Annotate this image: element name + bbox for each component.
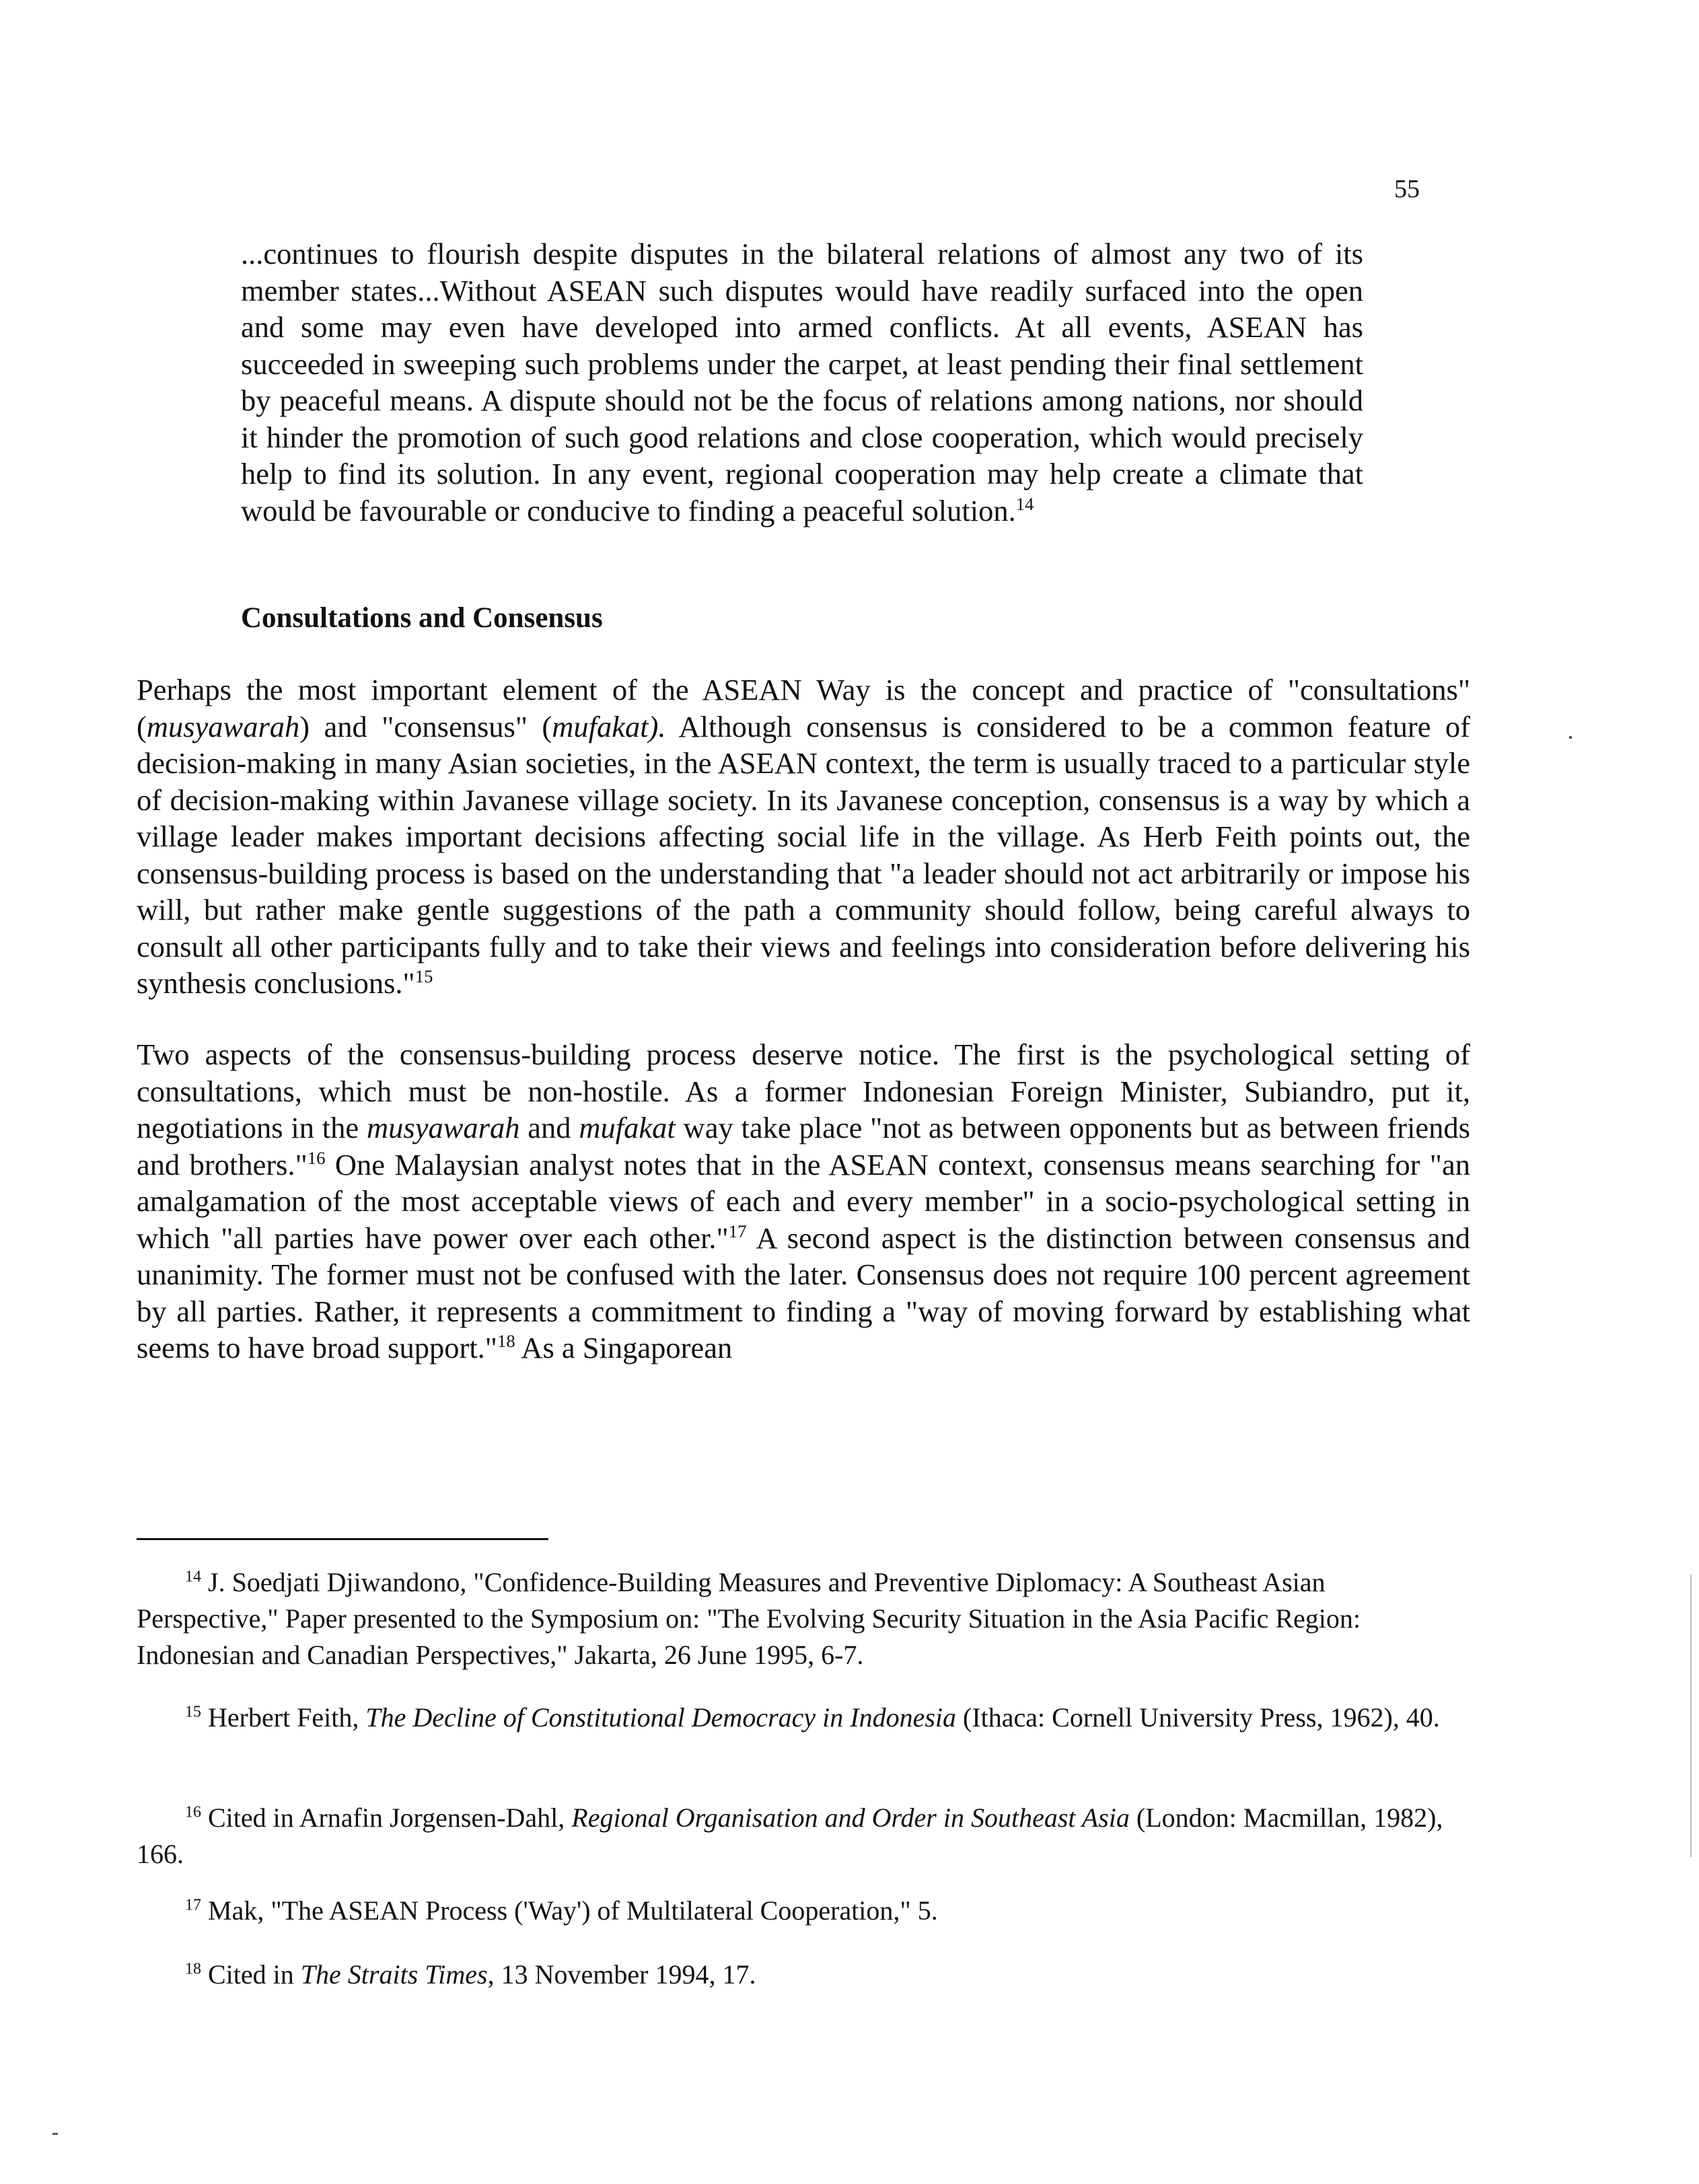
footnote-15 [137,1700,1470,1736]
paragraph-text: ) and "consensus" ( [299,709,552,743]
paragraph-text: way take place "not as between opponents but as between friends and brothers." [137,1111,1470,1181]
footnote-text: Cited in [201,1959,301,1990]
footnote-text: (London: Macmillan, 1982), 166. [137,1803,1443,1869]
footnote-ref-14: 14 [1015,493,1034,514]
paragraph-text: Two aspects of the consensus-building process deserve notice. The first is the psychological setting of consultations, which must be non-hostile. As a former Indonesian Foreign Minister, Subiandro, put it, negotiations in the [137,1038,1470,1144]
footnote-number: 18 [185,1960,201,1978]
footnote-number: 17 [185,1896,201,1914]
footnote-text: J. Soedjati Djiwandono, "Confidence-Building Measures and Preventive Diplomacy: A Southeast Asian Perspective," Paper presented to the Symposium on: "The Evolving Security Situation in the Asia Pacific Region: Indonesian and Canadian Perspectives," Jakarta, 26 June 1995, 6-7. [137,1567,1361,1670]
footnote-number: 14 [185,1568,201,1586]
scan-edge-mark [1690,1574,1692,1857]
footnote-ref-17: 17 [728,1221,747,1241]
footnote-text: Cited in Arnafin Jorgensen-Dahl, [201,1803,572,1833]
paragraph-text: Although consensus is considered to be a common feature of decision-making in many Asian societies, in the ASEAN context, the term is usually traced to a particular style of decision-making within Javanese village society. In its Javanese conception, consensus is a way by which a village leader makes important decisions affecting social life in the village. As Herb Feith points out, the consensus-building process is based on the understanding that "a leader should not act arbitrarily or impose his will, but rather make gentle suggestions of the path a community should follow, being careful always to consult all other participants fully and to take their views and feelings into consideration before delivering his synthesis conclusions." [137,709,1470,1000]
body-paragraph-2 [137,1036,1470,1367]
footnote-17 [137,1893,1470,1929]
paragraph-text: and [519,1111,579,1144]
footnote-ref-15: 15 [414,966,433,987]
footnote-14 [137,1564,1470,1673]
footnote-text: Herbert Feith, [201,1702,366,1733]
scan-speck [1569,736,1572,739]
footnote-title: The Decline of Constitutional Democracy in Indonesia [365,1702,957,1733]
footnote-text: , 13 November 1994, 17. [487,1959,756,1990]
page-number: 55 [1394,175,1420,203]
footnote-ref-18: 18 [497,1331,515,1352]
block-quote-text: ...continues to flourish despite disputes in the bilateral relations of almost any two of its member states...Without ASEAN such disputes would have readily surfaced into the open and some may even have developed into armed conflicts. At all events, ASEAN has succeeded in sweeping such problems under the carpet, at least pending their final settlement by peaceful means. A dispute should not be the focus of relations among nations, nor should it hinder the promotion of such good relations and close cooperation, which would precisely help to find its solution. In any event, regional cooperation may help create a climate that would be favourable or conducive to finding a peaceful solution. [241,237,1363,527]
footnote-title: The Straits Times [300,1959,488,1990]
footnote-number: 15 [185,1703,201,1721]
italic-term: musyawarah [366,1111,520,1144]
paragraph-text: One Malaysian analyst notes that in the ASEAN context, consensus means searching for "an amalgamation of the most acceptable views of each and every member" in a socio-psychological setting in which "all parties have power over each other." [137,1147,1470,1255]
italic-term: musyawarah [146,709,300,743]
section-heading: Consultations and Consensus [241,602,603,634]
footnote-text: (Ithaca: Cornell University Press, 1962), 40. [956,1702,1440,1733]
footnote-16 [137,1800,1470,1872]
body-paragraph-1 [137,671,1470,1002]
footnote-18 [137,1957,1470,1993]
block-quote [241,235,1363,529]
footnote-divider [137,1538,548,1540]
italic-term: mufakat). [552,709,666,743]
paragraph-text: As a Singaporean [515,1331,733,1364]
paragraph-text: Perhaps the most important element of the ASEAN Way is the concept and practice of "consultations" ( [137,673,1470,743]
footnote-ref-16: 16 [307,1147,326,1168]
footnote-number: 16 [185,1803,201,1821]
scan-speck [52,2133,58,2135]
footnote-text: Mak, "The ASEAN Process ('Way') of Multilateral Cooperation," 5. [201,1895,938,1926]
paragraph-text: A second aspect is the distinction between consensus and unanimity. The former must not be confused with the later. Consensus does not require 100 percent agreement by all parties. Rather, it represents a commitment to finding a "way of moving forward by establishing what seems to have broad support." [137,1221,1471,1364]
italic-term: mufakat [579,1111,676,1144]
footnote-title: Regional Organisation and Order in Southeast Asia [571,1803,1130,1833]
